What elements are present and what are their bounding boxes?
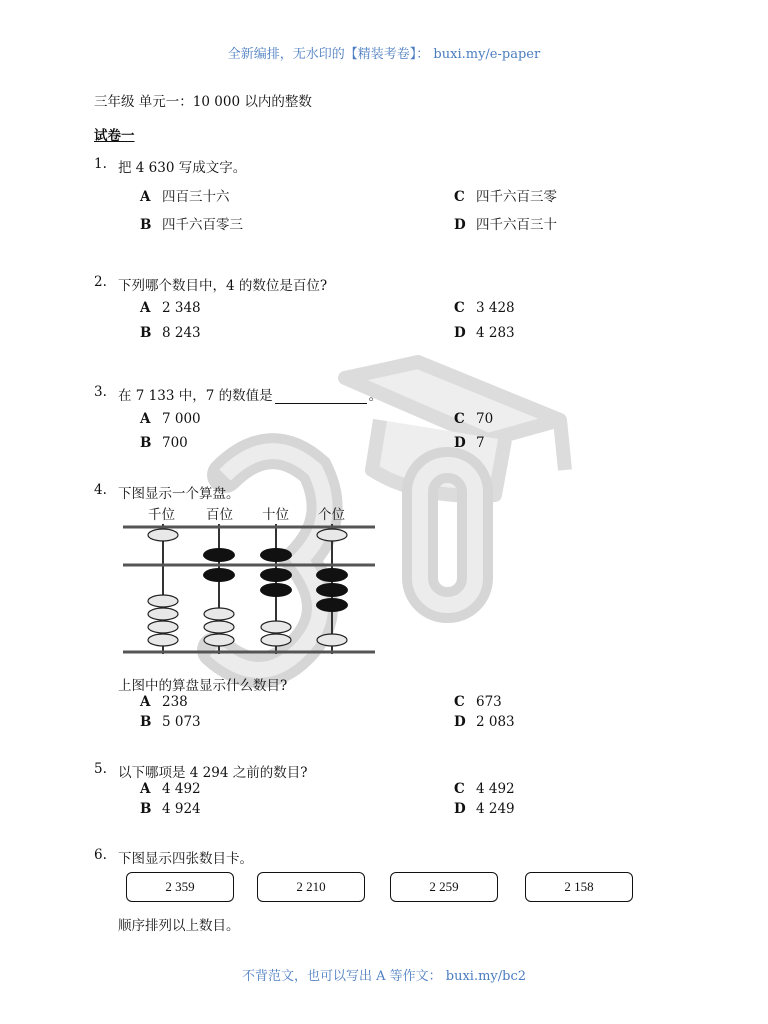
question-number: 1. xyxy=(94,156,107,172)
option-letter: B xyxy=(140,325,152,341)
option-text: 8 243 xyxy=(162,325,201,341)
question-text xyxy=(118,384,382,404)
question-number: 2. xyxy=(94,274,107,290)
option-letter: C xyxy=(454,300,465,316)
option-letter: C xyxy=(454,411,465,427)
abacus xyxy=(120,520,380,660)
question-text: 把 4 630 写成文字。 xyxy=(118,160,247,176)
answer-blank[interactable] xyxy=(275,391,367,404)
option-text: 2 083 xyxy=(476,714,515,730)
option-letter: D xyxy=(454,801,466,817)
option-text: 4 283 xyxy=(476,325,515,341)
question-number: 4. xyxy=(94,482,107,498)
abacus-label-thousands: 千位 xyxy=(148,507,175,523)
option-b[interactable] xyxy=(140,325,201,341)
option-b[interactable] xyxy=(140,435,188,451)
number-card-2: 2 210 xyxy=(257,872,365,902)
option-letter: B xyxy=(140,217,152,233)
option-text: 238 xyxy=(162,694,188,710)
option-letter: C xyxy=(454,189,465,205)
unit-title: 三年级 单元一：10 000 以内的整数 xyxy=(94,94,312,110)
option-b[interactable] xyxy=(140,213,243,233)
option-text: 3 428 xyxy=(476,300,515,316)
question-text-after: 。 xyxy=(368,388,383,404)
option-text: 700 xyxy=(162,435,188,451)
option-letter: D xyxy=(454,325,466,341)
option-c[interactable] xyxy=(454,781,515,797)
option-d[interactable] xyxy=(454,714,515,730)
question-number: 5. xyxy=(94,761,107,777)
option-c[interactable] xyxy=(454,411,493,427)
option-text: 7 xyxy=(476,435,485,451)
option-text: 4 249 xyxy=(476,801,515,817)
option-text: 4 492 xyxy=(162,781,201,797)
option-a[interactable] xyxy=(140,694,188,710)
option-d[interactable] xyxy=(454,801,515,817)
header-link[interactable]: 全新编排，无水印的【精装考卷】： buxi.my/e-paper xyxy=(227,47,541,62)
option-letter: A xyxy=(140,411,151,427)
option-text: 70 xyxy=(476,411,494,427)
option-text: 673 xyxy=(476,694,502,710)
option-a[interactable] xyxy=(140,781,201,797)
question-text: 下图显示四张数目卡。 xyxy=(118,851,253,867)
number-card-1: 2 359 xyxy=(126,872,234,902)
option-c[interactable] xyxy=(454,300,515,316)
option-letter: D xyxy=(454,435,466,451)
option-d[interactable] xyxy=(454,213,557,233)
question-text-before: 在 7 133 中，7 的数值是 xyxy=(118,388,273,404)
option-text: 四千六百三零 xyxy=(476,189,557,205)
option-text: 2 348 xyxy=(162,300,201,316)
footer-link[interactable]: 不背范文，也可以写出 A 等作文： buxi.my/bc2 xyxy=(241,969,527,984)
question-subtext: 上图中的算盘显示什么数目? xyxy=(118,678,288,694)
option-letter: A xyxy=(140,189,151,205)
option-b[interactable] xyxy=(140,801,201,817)
option-c[interactable] xyxy=(454,185,557,205)
option-c[interactable] xyxy=(454,694,502,710)
option-letter: B xyxy=(140,435,152,451)
question-subtext: 顺序排列以上数目。 xyxy=(118,918,240,934)
paper-title: 试卷一 xyxy=(94,128,135,144)
option-letter: D xyxy=(454,217,466,233)
option-a[interactable] xyxy=(140,300,201,316)
option-letter: A xyxy=(140,694,151,710)
option-text: 4 924 xyxy=(162,801,201,817)
question-text: 下列哪个数目中，4 的数位是百位? xyxy=(118,278,328,294)
option-text: 四百三十六 xyxy=(162,189,230,205)
option-text: 四千六百三十 xyxy=(476,217,557,233)
number-card-3: 2 259 xyxy=(390,872,498,902)
number-card-4: 2 158 xyxy=(525,872,633,902)
option-a[interactable] xyxy=(140,185,230,205)
abacus-label-tens: 十位 xyxy=(262,507,289,523)
abacus-label-ones: 个位 xyxy=(318,507,345,523)
option-letter: D xyxy=(454,714,466,730)
option-letter: A xyxy=(140,781,151,797)
option-b[interactable] xyxy=(140,714,201,730)
option-text: 5 073 xyxy=(162,714,201,730)
option-letter: C xyxy=(454,781,465,797)
question-text: 以下哪项是 4 294 之前的数目? xyxy=(118,765,308,781)
option-text: 4 492 xyxy=(476,781,515,797)
option-a[interactable] xyxy=(140,411,201,427)
question-text: 下图显示一个算盘。 xyxy=(118,486,240,502)
option-letter: C xyxy=(454,694,465,710)
question-number: 6. xyxy=(94,847,107,863)
option-d[interactable] xyxy=(454,435,485,451)
option-letter: B xyxy=(140,801,152,817)
question-number: 3. xyxy=(94,384,107,400)
option-letter: B xyxy=(140,714,152,730)
option-d[interactable] xyxy=(454,325,515,341)
option-text: 7 000 xyxy=(162,411,201,427)
option-letter: A xyxy=(140,300,151,316)
abacus-label-hundreds: 百位 xyxy=(206,507,233,523)
option-text: 四千六百零三 xyxy=(162,217,243,233)
